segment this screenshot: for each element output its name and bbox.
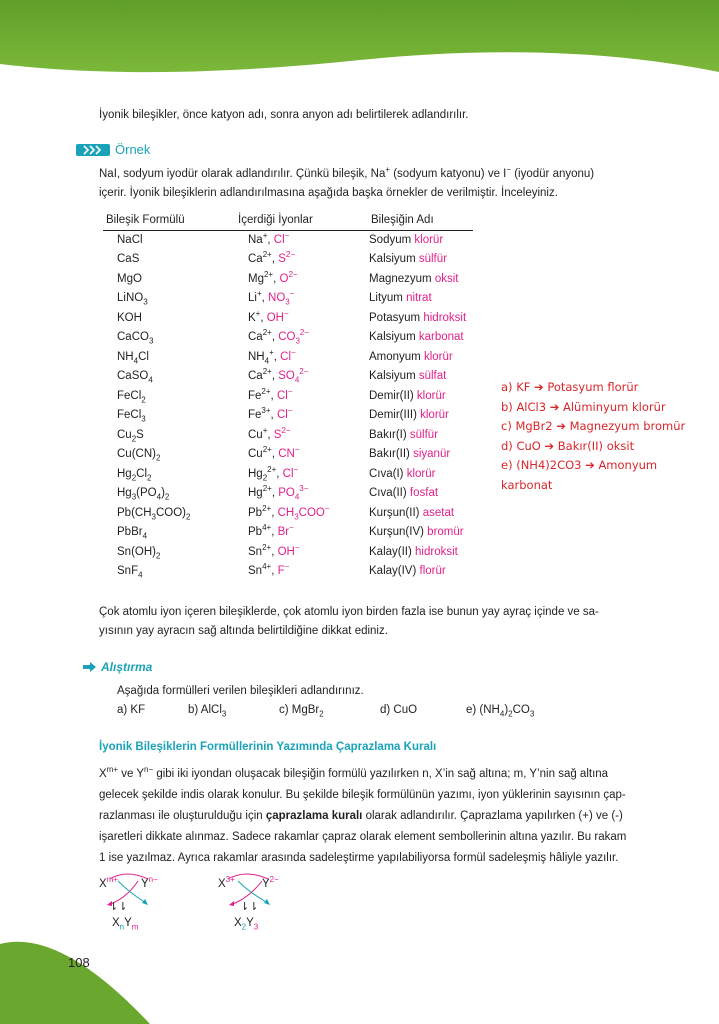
paragraph-line-1: $X^{m+}$ ve $Y^{n-}$ gibi iki iyondan oluşacak bileşiğin formülü yazılırken n, X’in sağ altına; m, Y’nin sağ altına (99, 765, 609, 780)
right-arrow-icon: ➔ (534, 380, 548, 394)
exercise-item: a) KF (117, 704, 146, 716)
right-arrow-icon: ➔ (556, 419, 570, 433)
chevron-arrows-icon (76, 143, 112, 157)
intro-text: İyonik bileşikler, önce katyon adı, sonra anyon adı belirtilerek adlandırılır. (99, 109, 469, 121)
exercise-label: Alıştırma (101, 660, 153, 674)
example-line-1: NaI, sodyum iyodür olarak adlandırılır. Çünkü bileşik, Na+ (sodyum katyonu) ve I− (iyodür anyonu) (99, 165, 595, 180)
arrow-icon (83, 662, 97, 672)
answer-line: e) (NH4)2CO3 ➔ Amonyum (501, 458, 658, 472)
paragraph-line-4: işaretleri dikkate alınmaz. Sadece rakamlar çapraz olarak element sembollerinin altına yazılır. Bu rakam (99, 831, 627, 843)
exercise-item: d) CuO (380, 704, 418, 716)
answer-line: karbonat (501, 477, 553, 492)
right-arrow-icon: ➔ (544, 438, 558, 453)
exercise-item: b) AlCl$_3$ (188, 704, 227, 719)
exercise-instruction: Aşağıda formülleri verilen bileşikleri adlandırınız. (117, 685, 364, 697)
crossover-diagram-example: $X^{3+}$ $Y^{2-}$ ⇂⇂ $X_2Y_3$ (218, 873, 298, 935)
crossover-diagram-general: $X^{m+}$ $Y^{n-}$ ⇂⇂ $X_nY_m$ (96, 873, 176, 935)
answer-line: c) MgBr2 ➔ Magnezyum bromür (501, 419, 686, 433)
handwritten-answers (501, 378, 711, 495)
paragraph-line-5: 1 ise yazılmaz. Ayrıca rakamlar arasında sadeleştirme yapılabiliyorsa formül sadeleşmiş hâliyle yazılır. (99, 852, 619, 864)
table-header-ions: İçerdiği İyonlar (238, 214, 313, 226)
page-corner (0, 934, 150, 1024)
table-header-name: Bileşiğin Adı (371, 214, 434, 226)
right-arrow-icon: ➔ (549, 399, 563, 414)
polyatomic-note-line-2: yısının yay ayracın sağ altında belirtildiğine dikkat ediniz. (99, 625, 388, 637)
paragraph-line-2: gelecek şekilde indis olarak konulur. Bu şekilde bileşik formülünün yazımı, iyon yüklerinin sayısının çap- (99, 789, 626, 801)
answer-line: b) AlCl3 ➔ Alüminyum klorür (501, 399, 666, 414)
polyatomic-note-line-1: Çok atomlu iyon içeren bileşiklerde, çok atomlu iyon birden fazla ise bunun yay ayraç içinde ve sa- (99, 606, 599, 618)
exercise-items (117, 703, 535, 719)
paragraph-line-3: razlanması ile oluşturulduğu için çaprazlama kuralı olarak adlandırılır. Çaprazlama yapılırken (+) ve (-) (99, 810, 623, 822)
answer-line: d) CuO ➔ Bakır(II) oksit (501, 438, 635, 453)
example-header (76, 142, 150, 157)
section-title: İyonik Bileşiklerin Formüllerinin Yazımında Çaprazlama Kuralı (99, 741, 437, 753)
header-banner (0, 0, 719, 90)
exercise-item: e) $(NH_4)_2CO_3$ (466, 704, 535, 719)
example-line-2: içerir. İyonik bileşiklerin adlandırılmasına aşağıda başka örnekler de verilmiştir. İnceleyiniz. (99, 187, 558, 199)
right-arrow-icon: ➔ (585, 458, 599, 472)
table-header-formula: Bileşik Formülü (106, 214, 185, 226)
page-number: 108 (68, 955, 90, 970)
answer-line: a) KF ➔ Potasyum florür (501, 380, 639, 394)
exercise-item: c) MgBr$_2$ (279, 704, 324, 719)
exercise-header (83, 660, 152, 674)
example-label: Örnek (115, 142, 151, 157)
